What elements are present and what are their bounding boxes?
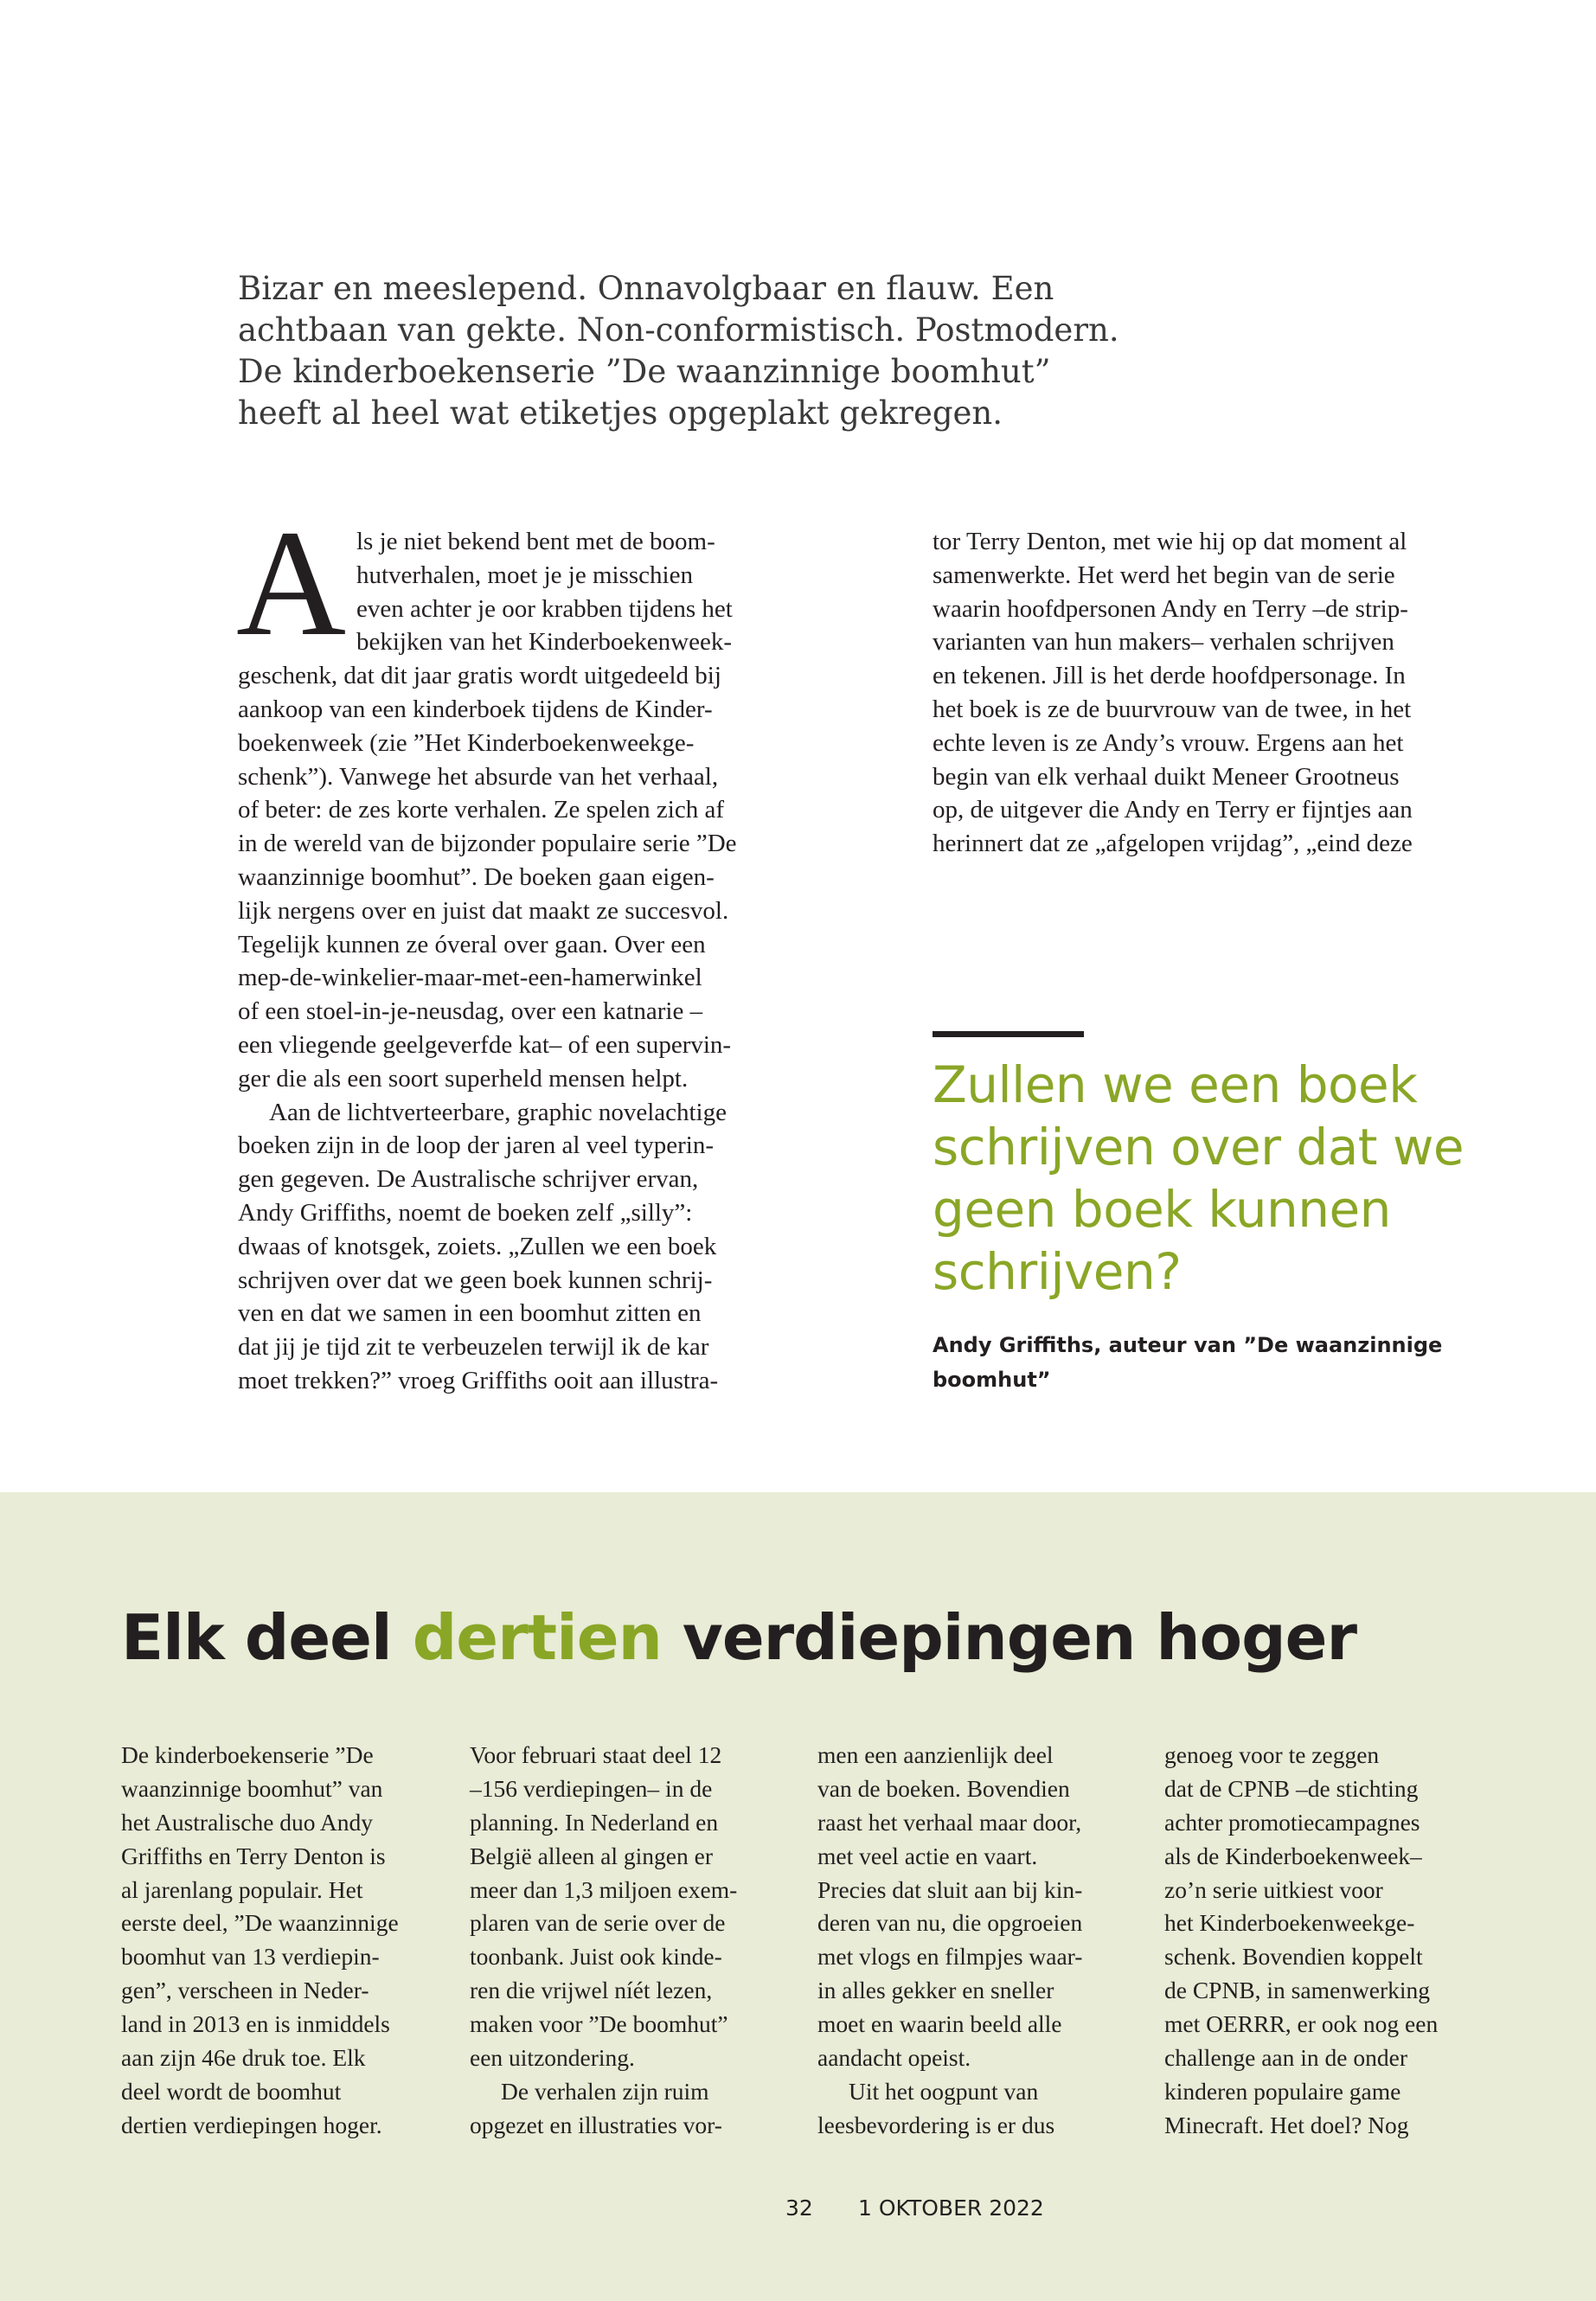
dropcap: A	[236, 499, 347, 668]
box-line: Voor februari staat deel 12	[470, 1741, 722, 1768]
article-line: mep-de-winkelier-maar-met-een-hamerwinkel	[238, 964, 702, 992]
box-line: challenge aan in de onder	[1164, 2044, 1407, 2072]
article-line: of een stoel-in-je-neusdag, over een katnarie –	[238, 997, 703, 1026]
box-line: met OERRR, er ook nog een	[1164, 2010, 1439, 2038]
box-line: leesbevordering is er dus	[817, 2111, 1055, 2138]
article-line: herinnert dat ze „afgelopen vrijdag”, „eind deze	[933, 830, 1413, 858]
article-line: aankoop van een kinderboek tijdens de Kinder-	[238, 695, 713, 723]
article-line: tor Terry Denton, met wie hij op dat moment al	[933, 528, 1407, 555]
box-line: men een aanzienlijk deel	[817, 1741, 1054, 1768]
article-line: ven en dat we samen in een boomhut zitten en	[238, 1299, 702, 1328]
box-line: maken voor ”De boomhut”	[470, 2010, 728, 2038]
box-line: ren die vrijwel níét lezen,	[470, 1977, 713, 2004]
box-line: dat de CPNB –de stichting	[1164, 1774, 1419, 1802]
pullquote-attribution	[933, 1328, 1486, 1397]
article-column-2	[933, 525, 1486, 861]
box-line: Griffiths en Terry Denton is	[121, 1842, 386, 1869]
intro-line: Bizar en meeslepend. Onnavolgbaar en flauw. Een	[238, 270, 1054, 307]
article-line: een vliegende geelgeverfde kat– of een supervin-	[238, 1030, 732, 1059]
pullquote-line: schrijven?	[933, 1242, 1182, 1301]
pullquote-line: geen boek kunnen	[933, 1180, 1391, 1239]
box-column-4	[1164, 1739, 1484, 2143]
article-line: Aan de lichtverteerbare, graphic novelachtige	[269, 1098, 727, 1126]
title-part: verdiepingen hoger	[661, 1601, 1357, 1674]
article-line: dat jij je tijd zit te verbeuzelen terwijl ik de kar	[238, 1333, 709, 1362]
box-line: zo’n serie uitkiest voor	[1164, 1875, 1383, 1903]
article-line: het boek is ze de buurvrouw van de twee, in het	[933, 695, 1412, 723]
article-line: moet trekken?” vroeg Griffiths ooit aan illustra-	[238, 1366, 719, 1394]
article-column-1	[238, 525, 792, 1398]
box-line: met vlogs en filmpjes waar-	[817, 1943, 1083, 1971]
article-line: schrijven over dat we geen boek kunnen schrij-	[238, 1266, 713, 1294]
pullquote-line: schrijven over dat we	[933, 1118, 1465, 1176]
box-line: de CPNB, in samenwerking	[1164, 1977, 1431, 2004]
box-line: –156 verdiepingen– in de	[470, 1774, 713, 1802]
article-line: bekijken van het Kinderboekenweek-	[356, 628, 733, 657]
box-line: boomhut van 13 verdiepin-	[121, 1943, 380, 1971]
box-line: moet en waarin beeld alle	[817, 2010, 1062, 2038]
article-line: op, de uitgever die Andy en Terry er fijntjes aan	[933, 796, 1413, 824]
article-line: lijk nergens over en juist dat maakt ze succesvol.	[238, 896, 729, 925]
page-number: 32	[785, 2195, 813, 2221]
article-line: geschenk, dat dit jaar gratis wordt uitgedeeld bij	[238, 662, 721, 690]
article-line: en tekenen. Jill is het derde hoofdpersonage. In	[933, 662, 1406, 690]
article-line: boeken zijn in de loop der jaren al veel typerin-	[238, 1131, 714, 1160]
article-line: ls je niet bekend bent met de boom-	[356, 528, 715, 555]
box-line: schenk. Bovendien koppelt	[1164, 1943, 1423, 1971]
article-line: gen gegeven. De Australische schrijver ervan,	[238, 1165, 699, 1194]
box-line: dertien verdiepingen hoger.	[121, 2111, 382, 2138]
article-line: varianten van hun makers– verhalen schrijven	[933, 628, 1394, 657]
article-line: echte leven is ze Andy’s vrouw. Ergens aan het	[933, 728, 1404, 757]
article-line: dwaas of knotsgek, zoiets. „Zullen we een boek	[238, 1232, 717, 1260]
box-line: toonbank. Juist ook kinde-	[470, 1943, 722, 1971]
box-line: eerste deel, ”De waanzinnige	[121, 1909, 399, 1937]
article-line: waarin hoofdpersonen Andy en Terry –de strip-	[933, 594, 1408, 623]
box-line: plaren van de serie over de	[470, 1909, 726, 1937]
box-line: als de Kinderboekenweek–	[1164, 1842, 1422, 1869]
box-line: gen”, verscheen in Neder-	[121, 1977, 369, 2004]
intro-line: De kinderboekenserie ”De waanzinnige boomhut”	[238, 353, 1051, 390]
box-line: een uitzondering.	[470, 2044, 635, 2072]
box-line: Minecraft. Het doel? Nog	[1164, 2111, 1409, 2138]
box-line: Uit het oogpunt van	[849, 2077, 1039, 2105]
article-line: in de wereld van de bijzonder populaire serie ”De	[238, 830, 737, 858]
title-accent: dertien	[412, 1601, 662, 1674]
title-part: Elk deel	[121, 1601, 413, 1674]
box-line: waanzinnige boomhut” van	[121, 1774, 383, 1802]
box-line: genoeg voor te zeggen	[1164, 1741, 1380, 1768]
box-line: in alles gekker en sneller	[817, 1977, 1054, 2004]
intro-line: achtbaan van gekte. Non-conformistisch. Postmodern.	[238, 311, 1119, 349]
article-line: Andy Griffiths, noemt de boeken zelf „silly”:	[238, 1198, 693, 1227]
box-column-1	[121, 1739, 441, 2143]
box-line: het Australische duo Andy	[121, 1808, 374, 1836]
box-line: opgezet en illustraties vor-	[470, 2111, 722, 2138]
box-line: De verhalen zijn ruim	[501, 2077, 709, 2105]
box-line: deel wordt de boomhut	[121, 2077, 342, 2105]
article-line: hutverhalen, moet je je misschien	[356, 561, 693, 589]
box-line: meer dan 1,3 miljoen exem-	[470, 1875, 738, 1903]
attribution-line: Andy Griffiths, auteur van ”De waanzinnige	[933, 1333, 1443, 1357]
box-line: met veel actie en vaart.	[817, 1842, 1038, 1869]
box-line: aandacht opeist.	[817, 2044, 971, 2072]
box-line: het Kinderboekenweekge-	[1164, 1909, 1415, 1937]
box-line: al jarenlang populair. Het	[121, 1875, 363, 1903]
intro-line: heeft al heel wat etiketjes opgeplakt gekregen.	[238, 394, 1003, 432]
sidebar-box-title	[121, 1599, 1356, 1676]
article-line: of beter: de zes korte verhalen. Ze spelen zich af	[238, 796, 724, 824]
article-line: ger die als een soort superheld mensen helpt.	[238, 1064, 689, 1093]
article-line: waanzinnige boomhut”. De boeken gaan eigen-	[238, 862, 715, 891]
article-line: even achter je oor krabben tijdens het	[356, 594, 733, 623]
article-line: begin van elk verhaal duikt Meneer Grootneus	[933, 762, 1400, 791]
box-line: kinderen populaire game	[1164, 2077, 1401, 2105]
attribution-line: boomhut”	[933, 1368, 1051, 1392]
article-line: boekenweek (zie ”Het Kinderboekenweekge-	[238, 728, 695, 757]
box-line: deren van nu, die opgroeien	[817, 1909, 1083, 1937]
box-line: land in 2013 en is inmiddels	[121, 2010, 390, 2038]
pullquote	[933, 1054, 1486, 1303]
issue-date: 1 OKTOBER 2022	[858, 2195, 1044, 2221]
article-line: schenk”). Vanwege het absurde van het verhaal,	[238, 762, 719, 791]
intro-lead	[238, 268, 1207, 434]
box-line: De kinderboekenserie ”De	[121, 1741, 374, 1768]
box-line: raast het verhaal maar door,	[817, 1808, 1082, 1836]
article-line: samenwerkte. Het werd het begin van de serie	[933, 561, 1395, 589]
pullquote-rule	[933, 1031, 1084, 1037]
article-line: Tegelijk kunnen ze óveral over gaan. Over een	[238, 930, 706, 958]
box-line: aan zijn 46e druk toe. Elk	[121, 2044, 366, 2072]
box-column-2	[470, 1739, 790, 2143]
box-line: België alleen al gingen er	[470, 1842, 713, 1869]
pullquote-line: Zullen we een boek	[933, 1055, 1418, 1114]
box-line: achter promotiecampagnes	[1164, 1808, 1420, 1836]
box-line: Precies dat sluit aan bij kin-	[817, 1875, 1083, 1903]
box-line: van de boeken. Bovendien	[817, 1774, 1070, 1802]
box-line: planning. In Nederland en	[470, 1808, 719, 1836]
box-column-3	[817, 1739, 1138, 2143]
